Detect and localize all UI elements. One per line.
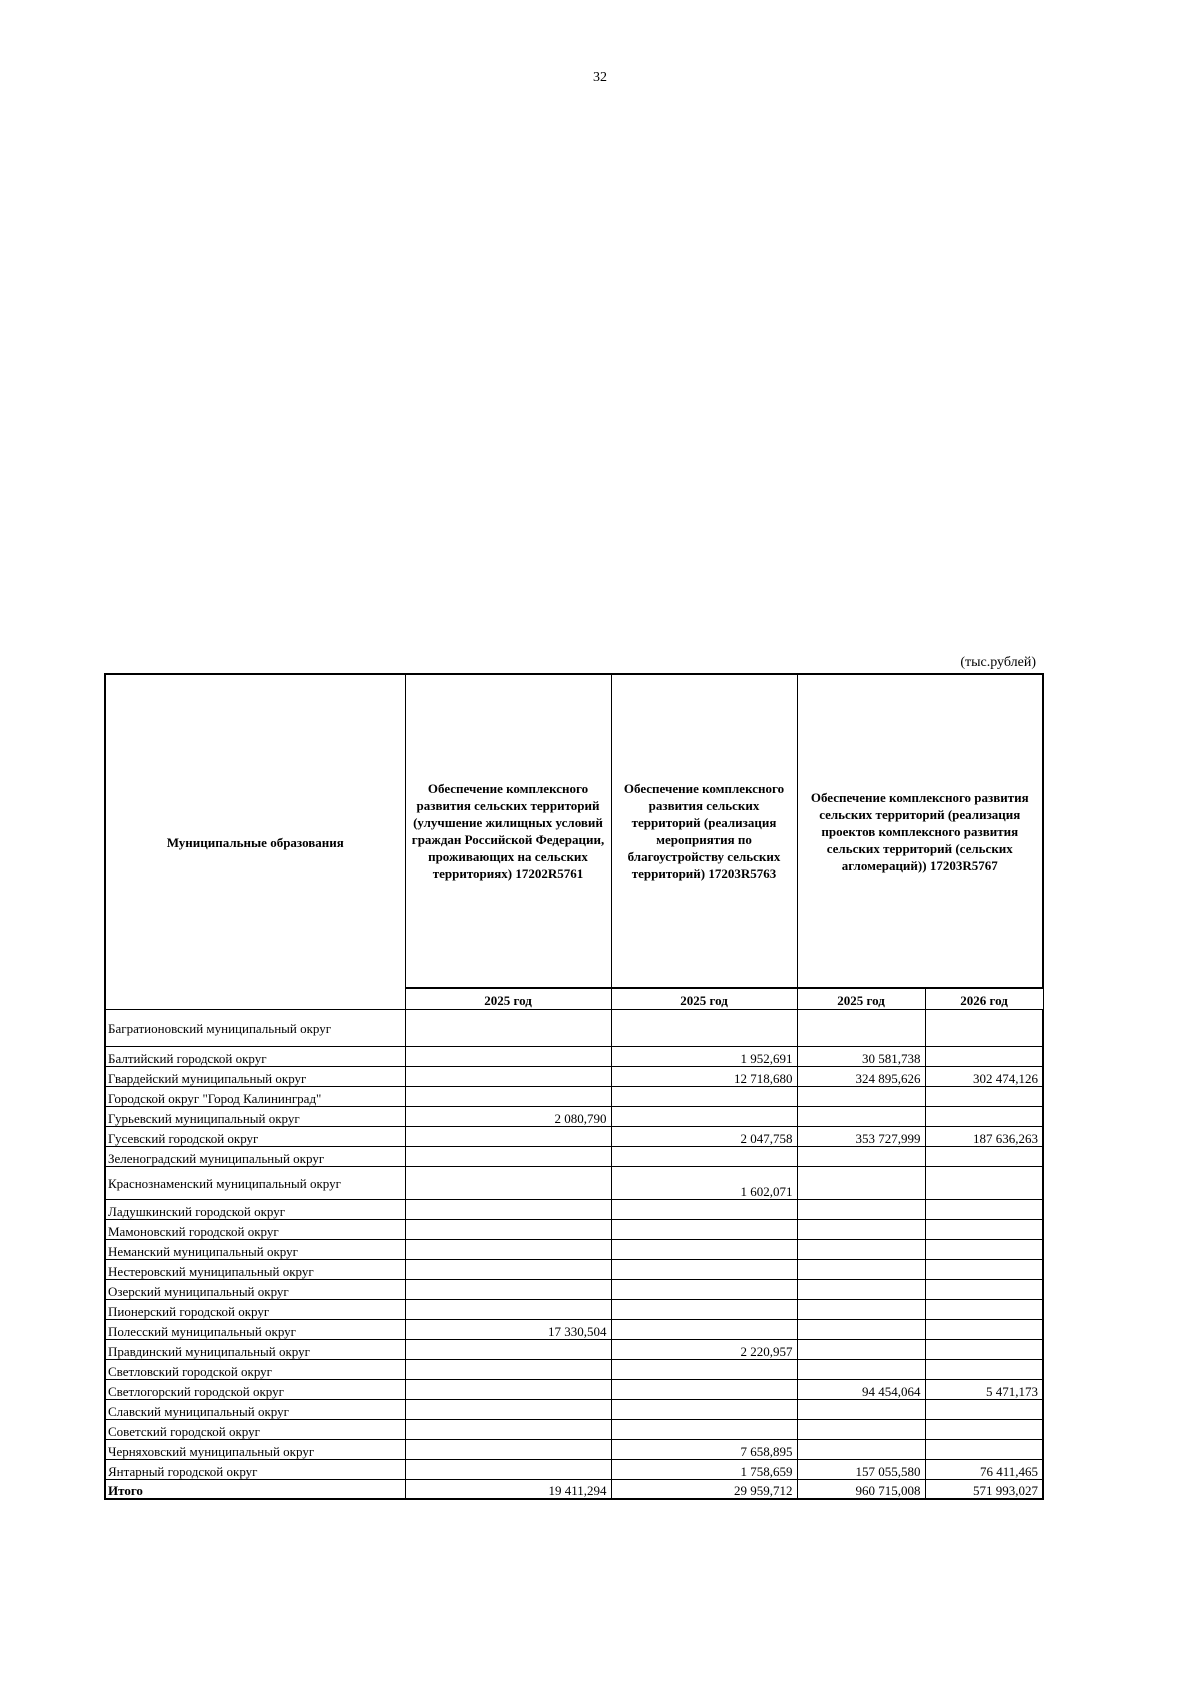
municipality-name: Гвардейский муниципальный округ — [105, 1067, 405, 1087]
amount-cell — [405, 1220, 611, 1240]
municipality-name: Славский муниципальный округ — [105, 1400, 405, 1420]
amount-cell — [925, 1320, 1043, 1340]
amount-cell — [405, 1047, 611, 1067]
amount-cell — [925, 1087, 1043, 1107]
table-row — [105, 1067, 1043, 1087]
table-row — [105, 1420, 1043, 1440]
amount-cell — [797, 1087, 925, 1107]
municipality-name: Ладушкинский городской округ — [105, 1200, 405, 1220]
table-row — [105, 1460, 1043, 1480]
amount-cell — [925, 1167, 1043, 1200]
total-amount-cell: 571 993,027 — [925, 1480, 1043, 1500]
municipality-name: Черняховский муниципальный округ — [105, 1440, 405, 1460]
budget-table — [104, 673, 1044, 1500]
amount-cell — [797, 1400, 925, 1420]
amount-cell — [405, 1280, 611, 1300]
amount-cell — [405, 1147, 611, 1167]
amount-cell — [611, 1107, 797, 1127]
header-municipalities: Муниципальные образования — [105, 674, 405, 1010]
amount-cell: 2 220,957 — [611, 1340, 797, 1360]
municipality-name: Краснознаменский муниципальный округ — [105, 1167, 405, 1200]
table-row — [105, 1220, 1043, 1240]
amount-cell: 94 454,064 — [797, 1380, 925, 1400]
amount-cell — [925, 1010, 1043, 1047]
amount-cell — [611, 1260, 797, 1280]
table-row — [105, 1147, 1043, 1167]
municipality-name: Светлогорский городской округ — [105, 1380, 405, 1400]
amount-cell — [797, 1107, 925, 1127]
amount-cell — [925, 1360, 1043, 1380]
amount-cell: 17 330,504 — [405, 1320, 611, 1340]
municipality-name: Неманский муниципальный округ — [105, 1240, 405, 1260]
amount-cell: 187 636,263 — [925, 1127, 1043, 1147]
table-row — [105, 1440, 1043, 1460]
municipality-name: Зеленоградский муниципальный округ — [105, 1147, 405, 1167]
amount-cell — [925, 1147, 1043, 1167]
amount-cell — [925, 1420, 1043, 1440]
table-row — [105, 1280, 1043, 1300]
amount-cell — [925, 1107, 1043, 1127]
amount-cell: 324 895,626 — [797, 1067, 925, 1087]
amount-cell — [925, 1300, 1043, 1320]
amount-cell — [405, 1240, 611, 1260]
municipality-name: Светловский городской округ — [105, 1360, 405, 1380]
amount-cell — [797, 1320, 925, 1340]
amount-cell — [405, 1010, 611, 1047]
amount-cell — [797, 1300, 925, 1320]
municipality-name: Полесский муниципальный округ — [105, 1320, 405, 1340]
table-header-row — [105, 674, 1043, 988]
amount-cell — [797, 1220, 925, 1240]
amount-cell — [405, 1300, 611, 1320]
amount-cell — [611, 1200, 797, 1220]
amount-cell — [925, 1260, 1043, 1280]
amount-cell: 353 727,999 — [797, 1127, 925, 1147]
amount-cell — [797, 1340, 925, 1360]
amount-cell: 1 758,659 — [611, 1460, 797, 1480]
amount-cell: 2 080,790 — [405, 1107, 611, 1127]
table-row — [105, 1340, 1043, 1360]
table-row — [105, 1400, 1043, 1420]
municipality-name: Правдинский муниципальный округ — [105, 1340, 405, 1360]
municipality-name: Багратионовский муниципальный округ — [105, 1010, 405, 1047]
amount-cell — [405, 1400, 611, 1420]
amount-cell — [797, 1147, 925, 1167]
table-row — [105, 1240, 1043, 1260]
amount-cell — [405, 1340, 611, 1360]
amount-cell — [611, 1010, 797, 1047]
amount-cell — [925, 1047, 1043, 1067]
header-housing: Обеспечение комплексного развития сельских территорий (улучшение жилищных условий граждан Российской Федерации, проживающих на сельских территориях) 17202R5761 — [405, 674, 611, 988]
total-amount-cell: 29 959,712 — [611, 1480, 797, 1500]
amount-cell — [611, 1087, 797, 1107]
amount-cell — [405, 1127, 611, 1147]
amount-cell: 157 055,580 — [797, 1460, 925, 1480]
amount-cell — [797, 1280, 925, 1300]
year-header: 2026 год — [925, 988, 1043, 1010]
amount-cell: 7 658,895 — [611, 1440, 797, 1460]
total-row — [105, 1480, 1043, 1500]
amount-cell — [797, 1440, 925, 1460]
municipality-name: Балтийский городской округ — [105, 1047, 405, 1067]
page-number: 32 — [593, 70, 607, 85]
amount-cell: 30 581,738 — [797, 1047, 925, 1067]
year-header: 2025 год — [405, 988, 611, 1010]
amount-cell — [405, 1167, 611, 1200]
amount-cell — [611, 1240, 797, 1260]
year-header: 2025 год — [797, 988, 925, 1010]
amount-cell — [611, 1220, 797, 1240]
amount-cell — [925, 1340, 1043, 1360]
table-row — [105, 1047, 1043, 1067]
table-row — [105, 1320, 1043, 1340]
amount-cell — [611, 1380, 797, 1400]
table-row — [105, 1087, 1043, 1107]
amount-cell — [797, 1260, 925, 1280]
amount-cell — [797, 1360, 925, 1380]
table-row — [105, 1127, 1043, 1147]
amount-cell — [797, 1167, 925, 1200]
municipality-name: Пионерский городской округ — [105, 1300, 405, 1320]
table-row — [105, 1010, 1043, 1047]
amount-cell: 2 047,758 — [611, 1127, 797, 1147]
amount-cell — [797, 1010, 925, 1047]
amount-cell — [611, 1280, 797, 1300]
amount-cell — [611, 1360, 797, 1380]
total-label: Итого — [105, 1480, 405, 1500]
total-amount-cell: 19 411,294 — [405, 1480, 611, 1500]
amount-cell: 1 602,071 — [611, 1167, 797, 1200]
amount-cell — [405, 1440, 611, 1460]
year-header: 2025 год — [611, 988, 797, 1010]
municipality-name: Советский городской округ — [105, 1420, 405, 1440]
units-label: (тыс.рублей) — [960, 655, 1036, 670]
municipality-name: Городской округ "Город Калининград" — [105, 1087, 405, 1107]
amount-cell — [611, 1420, 797, 1440]
amount-cell — [797, 1240, 925, 1260]
total-amount-cell: 960 715,008 — [797, 1480, 925, 1500]
table-row — [105, 1107, 1043, 1127]
amount-cell — [611, 1147, 797, 1167]
municipality-name: Мамоновский городской округ — [105, 1220, 405, 1240]
municipality-name: Янтарный городской округ — [105, 1460, 405, 1480]
amount-cell — [925, 1280, 1043, 1300]
header-agglomerations: Обеспечение комплексного развития сельских территорий (реализация проектов комплексного развития сельских территорий (сельских агломераций)) 17203R5767 — [797, 674, 1043, 988]
municipality-name: Гусевский городской округ — [105, 1127, 405, 1147]
header-improvement: Обеспечение комплексного развития сельских территорий (реализация мероприятия по благоустройству сельских территорий) 17203R5763 — [611, 674, 797, 988]
amount-cell — [405, 1360, 611, 1380]
municipality-name: Гурьевский муниципальный округ — [105, 1107, 405, 1127]
amount-cell: 5 471,173 — [925, 1380, 1043, 1400]
amount-cell — [925, 1440, 1043, 1460]
table-row — [105, 1200, 1043, 1220]
amount-cell: 12 718,680 — [611, 1067, 797, 1087]
amount-cell: 76 411,465 — [925, 1460, 1043, 1480]
table-row — [105, 1300, 1043, 1320]
amount-cell — [925, 1240, 1043, 1260]
table-row — [105, 1360, 1043, 1380]
amount-cell — [405, 1200, 611, 1220]
table-row — [105, 1167, 1043, 1200]
amount-cell — [611, 1300, 797, 1320]
municipality-name: Нестеровский муниципальный округ — [105, 1260, 405, 1280]
amount-cell — [405, 1087, 611, 1107]
amount-cell — [797, 1200, 925, 1220]
amount-cell — [925, 1400, 1043, 1420]
amount-cell: 1 952,691 — [611, 1047, 797, 1067]
amount-cell — [611, 1400, 797, 1420]
amount-cell — [405, 1260, 611, 1280]
amount-cell — [405, 1460, 611, 1480]
amount-cell — [611, 1320, 797, 1340]
amount-cell — [405, 1067, 611, 1087]
amount-cell — [405, 1420, 611, 1440]
amount-cell — [925, 1200, 1043, 1220]
table-row — [105, 1380, 1043, 1400]
amount-cell — [925, 1220, 1043, 1240]
table-row — [105, 1260, 1043, 1280]
amount-cell — [405, 1380, 611, 1400]
amount-cell — [797, 1420, 925, 1440]
amount-cell: 302 474,126 — [925, 1067, 1043, 1087]
municipality-name: Озерский муниципальный округ — [105, 1280, 405, 1300]
